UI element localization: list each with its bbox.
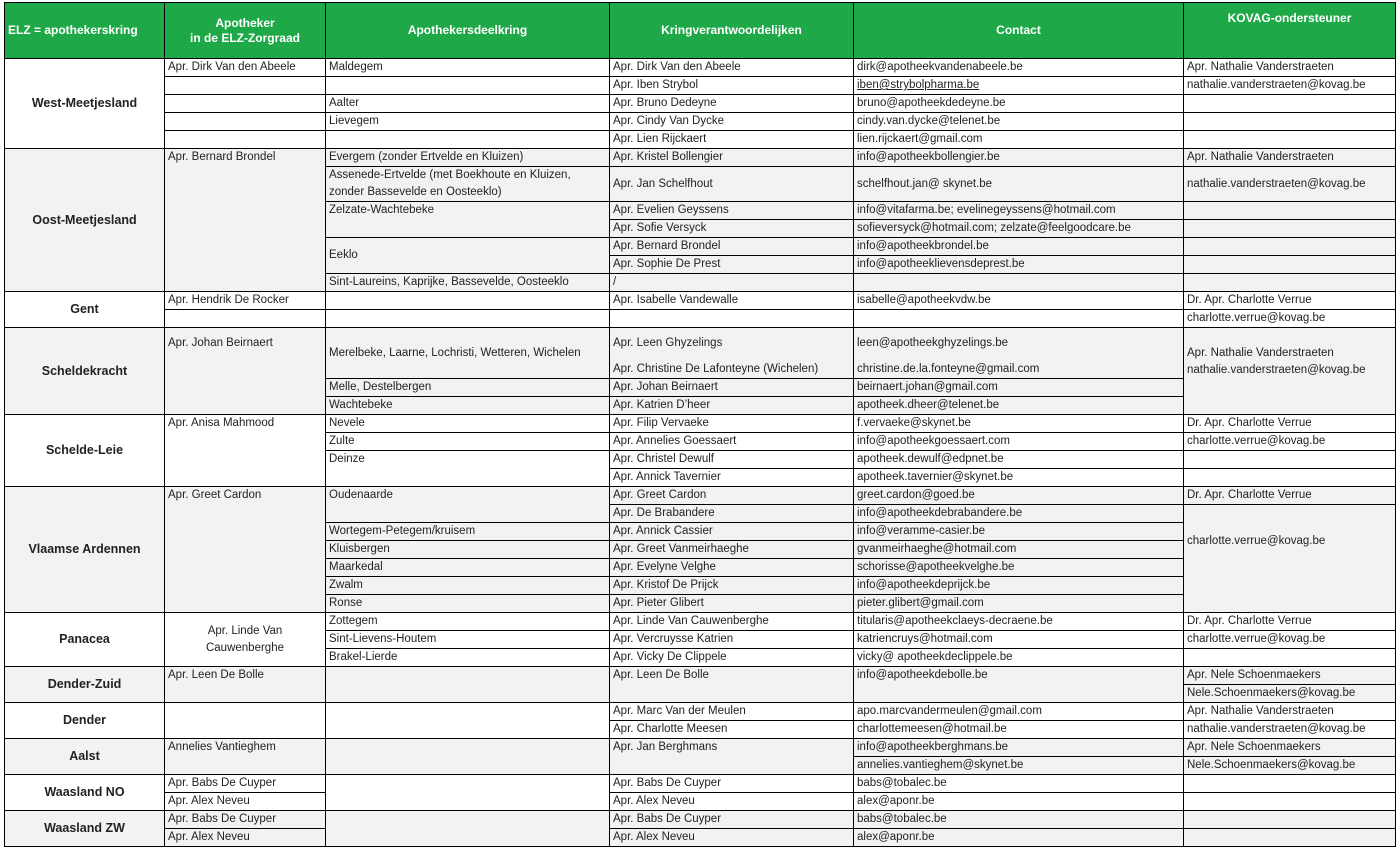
kring-cell: Apr. Bruno Dedeyne: [610, 95, 854, 113]
header-apotheker: [165, 3, 326, 59]
kovag-cell: [1184, 238, 1396, 256]
contact-cell[interactable]: info@apotheeklievensdeprest.be: [854, 256, 1184, 274]
contact-cell[interactable]: bruno@apotheekdedeyne.be: [854, 95, 1184, 113]
elz-name: Panacea: [5, 613, 165, 667]
table-row: [5, 613, 1396, 631]
header-row: [5, 3, 1396, 59]
contact-cell[interactable]: alex@aponr.be: [854, 793, 1184, 811]
kovag-cell: [1184, 113, 1396, 131]
header-apotheker-line2: in de ELZ-Zorgraad: [189, 30, 300, 45]
kovag-cell[interactable]: Nele.Schoenmaekers@kovag.be: [1184, 757, 1396, 775]
table-row: [5, 59, 1396, 77]
contact-cell[interactable]: isabelle@apotheekvdw.be: [854, 292, 1184, 310]
table-row: [5, 793, 1396, 811]
elz-name: Gent: [5, 292, 165, 328]
elz-name: Oost-Meetjesland: [5, 149, 165, 292]
apotheker-cell: [165, 77, 326, 95]
kring-cell: Apr. Lien Rijckaert: [610, 131, 854, 149]
deelkring-cell: Kluisbergen: [326, 541, 610, 559]
kovag-cell: [1184, 811, 1396, 829]
kovag-cell: [1184, 649, 1396, 667]
kovag-cell: [1184, 202, 1396, 220]
kovag-cell[interactable]: Nele.Schoenmaekers@kovag.be: [1184, 685, 1396, 703]
contact-cell[interactable]: apo.marcvandermeulen@gmail.com: [854, 703, 1184, 721]
kring-cell: Apr. Vercruysse Katrien: [610, 631, 854, 649]
elz-name: Aalst: [5, 739, 165, 775]
apotheker-cell: Apr. Babs De Cuyper: [165, 811, 326, 829]
deelkring-cell: [326, 703, 610, 739]
contact-cell[interactable]: alex@aponr.be: [854, 829, 1184, 847]
elz-name: Schelde-Leie: [5, 415, 165, 487]
deelkring-cell: Sint-Lievens-Houtem: [326, 631, 610, 649]
contact-cell[interactable]: gvanmeirhaeghe@hotmail.com: [854, 541, 1184, 559]
table-row: [5, 415, 1396, 433]
kring-cell: Apr. Sofie Versyck: [610, 220, 854, 238]
kovag-cell: [1184, 775, 1396, 793]
kring-cell: Apr. Kristof De Prijck: [610, 577, 854, 595]
table-row: [5, 487, 1396, 505]
kring-cell: Apr. Katrien D’heer: [610, 397, 854, 415]
kring-cell: Apr. Annick Tavernier: [610, 469, 854, 487]
apotheker-cell: Apr. Anisa Mahmood: [165, 415, 326, 487]
apotheker-cell: Apr. Greet Cardon: [165, 487, 326, 613]
deelkring-cell: Zelzate-Wachtebeke: [326, 202, 610, 238]
deelkring-cell: Evergem (zonder Ertvelde en Kluizen): [326, 149, 610, 167]
table-row: [5, 310, 1396, 328]
contact-cell[interactable]: schorisse@apotheekvelghe.be: [854, 559, 1184, 577]
header-kringverantwoordelijken: Kringverantwoordelijken: [610, 3, 854, 59]
elz-name: Waasland ZW: [5, 811, 165, 847]
contact-cell[interactable]: schelfhout.jan@ skynet.be: [854, 167, 1184, 202]
header-contact: Contact: [854, 3, 1184, 59]
kovag-cell: Apr. Nele Schoenmaekers: [1184, 739, 1396, 757]
contact-cell[interactable]: dirk@apotheekvandenabeele.be: [854, 59, 1184, 77]
contact-cell[interactable]: info@apotheekberghmans.be: [854, 739, 1184, 757]
kring-cell: Apr. Greet Cardon: [610, 487, 854, 505]
kring-cell: Apr. Jan Berghmans: [610, 739, 854, 775]
contact-line[interactable]: leen@apotheekghyzelings.be: [857, 337, 1009, 349]
kovag-cell: Apr. Nele Schoenmaekers: [1184, 667, 1396, 685]
contact-cell: [854, 328, 1184, 379]
kring-cell: Apr. Pieter Glibert: [610, 595, 854, 613]
kring-cell: Apr. Greet Vanmeirhaeghe: [610, 541, 854, 559]
apotheker-cell: [165, 310, 326, 328]
kring-cell: /: [610, 274, 854, 292]
contact-cell[interactable]: info@apotheekbrondel.be: [854, 238, 1184, 256]
contact-cell[interactable]: info@apotheekgoessaert.com: [854, 433, 1184, 451]
kring-cell: Apr. Filip Vervaeke: [610, 415, 854, 433]
table-row: [5, 131, 1396, 149]
kring-cell: Apr. Bernard Brondel: [610, 238, 854, 256]
deelkring-cell: Merelbeke, Laarne, Lochristi, Wetteren, Wichelen: [326, 328, 610, 379]
contact-cell[interactable]: katriencruys@hotmail.com: [854, 631, 1184, 649]
apotheker-cell: [165, 113, 326, 131]
kovag-cell: [1184, 274, 1396, 292]
deelkring-cell: [326, 667, 610, 703]
kovag-cell: Dr. Apr. Charlotte Verrue: [1184, 487, 1396, 505]
kovag-cell[interactable]: charlotte.verrue@kovag.be: [1184, 505, 1396, 613]
kovag-cell: [1184, 829, 1396, 847]
kovag-cell[interactable]: nathalie.vanderstraeten@kovag.be: [1184, 77, 1396, 95]
deelkring-cell: Zottegem: [326, 613, 610, 631]
apotheker-cell: Apr. Johan Beirnaert: [165, 328, 326, 415]
deelkring-cell: Zwalm: [326, 577, 610, 595]
contact-cell[interactable]: info@vitafarma.be; evelinegeyssens@hotmail.com: [854, 202, 1184, 220]
kring-cell: Apr. Babs De Cuyper: [610, 811, 854, 829]
contact-cell: [854, 310, 1184, 328]
deelkring-cell: Zulte: [326, 433, 610, 451]
elz-name: West-Meetjesland: [5, 59, 165, 149]
kring-line: Apr. Christine De Lafonteyne (Wichelen): [613, 363, 819, 375]
contact-cell[interactable]: apotheek.tavernier@skynet.be: [854, 469, 1184, 487]
deelkring-cell: [326, 292, 610, 310]
kovag-cell[interactable]: nathalie.vanderstraeten@kovag.be: [1184, 167, 1396, 202]
deelkring-cell: Maldegem: [326, 59, 610, 77]
kovag-line[interactable]: nathalie.vanderstraeten@kovag.be: [1187, 364, 1366, 376]
kovag-cell: Dr. Apr. Charlotte Verrue: [1184, 613, 1396, 631]
kovag-cell: Dr. Apr. Charlotte Verrue: [1184, 292, 1396, 310]
elz-name: Dender-Zuid: [5, 667, 165, 703]
apotheker-cell: Apr. Alex Neveu: [165, 829, 326, 847]
kring-cell: [610, 328, 854, 379]
contact-cell[interactable]: info@apotheekdeprijck.be: [854, 577, 1184, 595]
kovag-cell: [1184, 220, 1396, 238]
deelkring-cell: [326, 131, 610, 149]
kring-cell: Apr. Sophie De Prest: [610, 256, 854, 274]
kovag-cell[interactable]: charlotte.verrue@kovag.be: [1184, 433, 1396, 451]
contact-cell[interactable]: f.vervaeke@skynet.be: [854, 415, 1184, 433]
deelkring-cell: Brakel-Lierde: [326, 649, 610, 667]
header-kovag: KOVAG-ondersteuner: [1184, 3, 1396, 59]
kovag-cell[interactable]: charlotte.verrue@kovag.be: [1184, 310, 1396, 328]
contact-cell[interactable]: charlottemeesen@hotmail.be: [854, 721, 1184, 739]
apotheker-cell: Apr. Bernard Brondel: [165, 149, 326, 292]
kring-cell: Apr. Isabelle Vandewalle: [610, 292, 854, 310]
contact-cell[interactable]: info@apotheekdebolle.be: [854, 667, 1184, 703]
contact-cell[interactable]: info@apotheekbollengier.be: [854, 149, 1184, 167]
contact-line[interactable]: christine.de.la.fonteyne@gmail.com: [857, 363, 1040, 375]
kring-cell: Apr. Annick Cassier: [610, 523, 854, 541]
kring-cell: Apr. Cindy Van Dycke: [610, 113, 854, 131]
apotheker-cell: Apr. Leen De Bolle: [165, 667, 326, 703]
deelkring-cell: [326, 811, 610, 847]
apotheker-cell: Apr. Dirk Van den Abeele: [165, 59, 326, 77]
contact-cell[interactable]: info@veramme-casier.be: [854, 523, 1184, 541]
kovag-cell: [1184, 95, 1396, 113]
deelkring-cell: Wortegem-Petegem/kruisem: [326, 523, 610, 541]
apotheker-cell: Apr. Hendrik De Rocker: [165, 292, 326, 310]
contact-cell[interactable]: cindy.van.dycke@telenet.be: [854, 113, 1184, 131]
deelkring-cell: Lievegem: [326, 113, 610, 131]
contact-cell[interactable]: apotheek.dewulf@edpnet.be: [854, 451, 1184, 469]
kovag-cell: Apr. Nathalie Vanderstraeten: [1184, 59, 1396, 77]
kring-cell: Apr. Kristel Bollengier: [610, 149, 854, 167]
kovag-cell: [1184, 451, 1396, 469]
table-row: [5, 95, 1396, 113]
kovag-cell: [1184, 469, 1396, 487]
deelkring-cell: Oudenaarde: [326, 487, 610, 523]
kring-cell: Apr. Babs De Cuyper: [610, 775, 854, 793]
deelkring-cell: Assenede-Ertvelde (met Boekhoute en Kluizen, zonder Bassevelde en Oosteeklo): [326, 167, 610, 202]
elz-name: Scheldekracht: [5, 328, 165, 415]
contact-cell[interactable]: apotheek.dheer@telenet.be: [854, 397, 1184, 415]
kovag-cell: Apr. Nathalie Vanderstraeten: [1184, 703, 1396, 721]
kring-cell: Apr. Christel Dewulf: [610, 451, 854, 469]
pharmacy-circles-table: [4, 2, 1396, 847]
header-deelkring: Apothekersdeelkring: [326, 3, 610, 59]
kovag-cell[interactable]: charlotte.verrue@kovag.be: [1184, 631, 1396, 649]
deelkring-cell: Ronse: [326, 595, 610, 613]
deelkring-cell: Sint-Laureins, Kaprijke, Bassevelde, Oosteeklo: [326, 274, 610, 292]
contact-cell[interactable]: babs@tobalec.be: [854, 811, 1184, 829]
deelkring-cell: [326, 77, 610, 95]
header-apotheker-line1: Apotheker: [215, 15, 275, 30]
apotheker-cell: [165, 703, 326, 739]
kring-line: Apr. Leen Ghyzelings: [613, 337, 723, 349]
kring-cell: Apr. Johan Beirnaert: [610, 379, 854, 397]
table-row: [5, 328, 1396, 379]
kring-cell: Apr. Alex Neveu: [610, 829, 854, 847]
table-row: [5, 775, 1396, 793]
apotheker-cell: Apr. Alex Neveu: [165, 793, 326, 811]
contact-cell[interactable]: vicky@ apotheekdeclippele.be: [854, 649, 1184, 667]
deelkring-cell: Aalter: [326, 95, 610, 113]
kovag-cell: [1184, 256, 1396, 274]
kovag-cell: [1184, 328, 1396, 415]
apotheker-cell: [165, 95, 326, 113]
contact-cell[interactable]: iben@strybolpharma.be: [854, 77, 1184, 95]
kring-cell: Apr. Leen De Bolle: [610, 667, 854, 703]
kring-cell: Apr. Charlotte Meesen: [610, 721, 854, 739]
kovag-cell: Apr. Nathalie Vanderstraeten: [1184, 149, 1396, 167]
table-row: [5, 77, 1396, 95]
apotheker-cell: Apr. Linde Van Cauwenberghe: [165, 613, 326, 667]
deelkring-cell: Nevele: [326, 415, 610, 433]
elz-name: Dender: [5, 703, 165, 739]
deelkring-cell: Deinze: [326, 451, 610, 487]
deelkring-cell: Eeklo: [326, 238, 610, 274]
elz-name: Waasland NO: [5, 775, 165, 811]
deelkring-cell: [326, 310, 610, 328]
contact-cell[interactable]: annelies.vantieghem@skynet.be: [854, 757, 1184, 775]
elz-name: Vlaamse Ardennen: [5, 487, 165, 613]
table-row: [5, 739, 1396, 757]
contact-cell[interactable]: info@apotheekdebrabandere.be: [854, 505, 1184, 523]
table-row: [5, 113, 1396, 131]
apotheker-cell: [165, 131, 326, 149]
deelkring-cell: Maarkedal: [326, 559, 610, 577]
contact-cell[interactable]: pieter.glibert@gmail.com: [854, 595, 1184, 613]
contact-cell[interactable]: lien.rijckaert@gmail.com: [854, 131, 1184, 149]
contact-cell[interactable]: sofieversyck@hotmail.com; zelzate@feelgoodcare.be: [854, 220, 1184, 238]
kovag-cell: [1184, 131, 1396, 149]
kring-cell: Apr. Evelyne Velghe: [610, 559, 854, 577]
kovag-cell: Dr. Apr. Charlotte Verrue: [1184, 415, 1396, 433]
contact-cell[interactable]: greet.cardon@goed.be: [854, 487, 1184, 505]
deelkring-cell: [326, 775, 610, 811]
deelkring-cell: Wachtebeke: [326, 397, 610, 415]
kring-cell: Apr. Vicky De Clippele: [610, 649, 854, 667]
kring-cell: Apr. Evelien Geyssens: [610, 202, 854, 220]
table-row: [5, 829, 1396, 847]
kring-cell: Apr. Linde Van Cauwenberghe: [610, 613, 854, 631]
header-elz: ELZ = apothekerskring: [5, 3, 165, 59]
apotheker-cell: Apr. Babs De Cuyper: [165, 775, 326, 793]
apotheker-cell: Annelies Vantieghem: [165, 739, 326, 775]
kovag-cell[interactable]: nathalie.vanderstraeten@kovag.be: [1184, 721, 1396, 739]
kring-cell: Apr. Dirk Van den Abeele: [610, 59, 854, 77]
kring-cell: Apr. Alex Neveu: [610, 793, 854, 811]
contact-cell[interactable]: babs@tobalec.be: [854, 775, 1184, 793]
table-row: [5, 811, 1396, 829]
kring-cell: Apr. De Brabandere: [610, 505, 854, 523]
kovag-cell: [1184, 793, 1396, 811]
table-row: [5, 703, 1396, 721]
kring-cell: Apr. Iben Strybol: [610, 77, 854, 95]
contact-cell[interactable]: beirnaert.johan@gmail.com: [854, 379, 1184, 397]
kring-cell: Apr. Marc Van der Meulen: [610, 703, 854, 721]
kovag-line: Apr. Nathalie Vanderstraeten: [1187, 347, 1334, 359]
kring-cell: [610, 310, 854, 328]
contact-cell: [854, 274, 1184, 292]
deelkring-cell: [326, 739, 610, 775]
deelkring-cell: Melle, Destelbergen: [326, 379, 610, 397]
kring-cell: Apr. Jan Schelfhout: [610, 167, 854, 202]
table-row: [5, 149, 1396, 167]
contact-cell[interactable]: titularis@apotheekclaeys-decraene.be: [854, 613, 1184, 631]
table-row: [5, 667, 1396, 685]
kring-cell: Apr. Annelies Goessaert: [610, 433, 854, 451]
table-row: [5, 292, 1396, 310]
